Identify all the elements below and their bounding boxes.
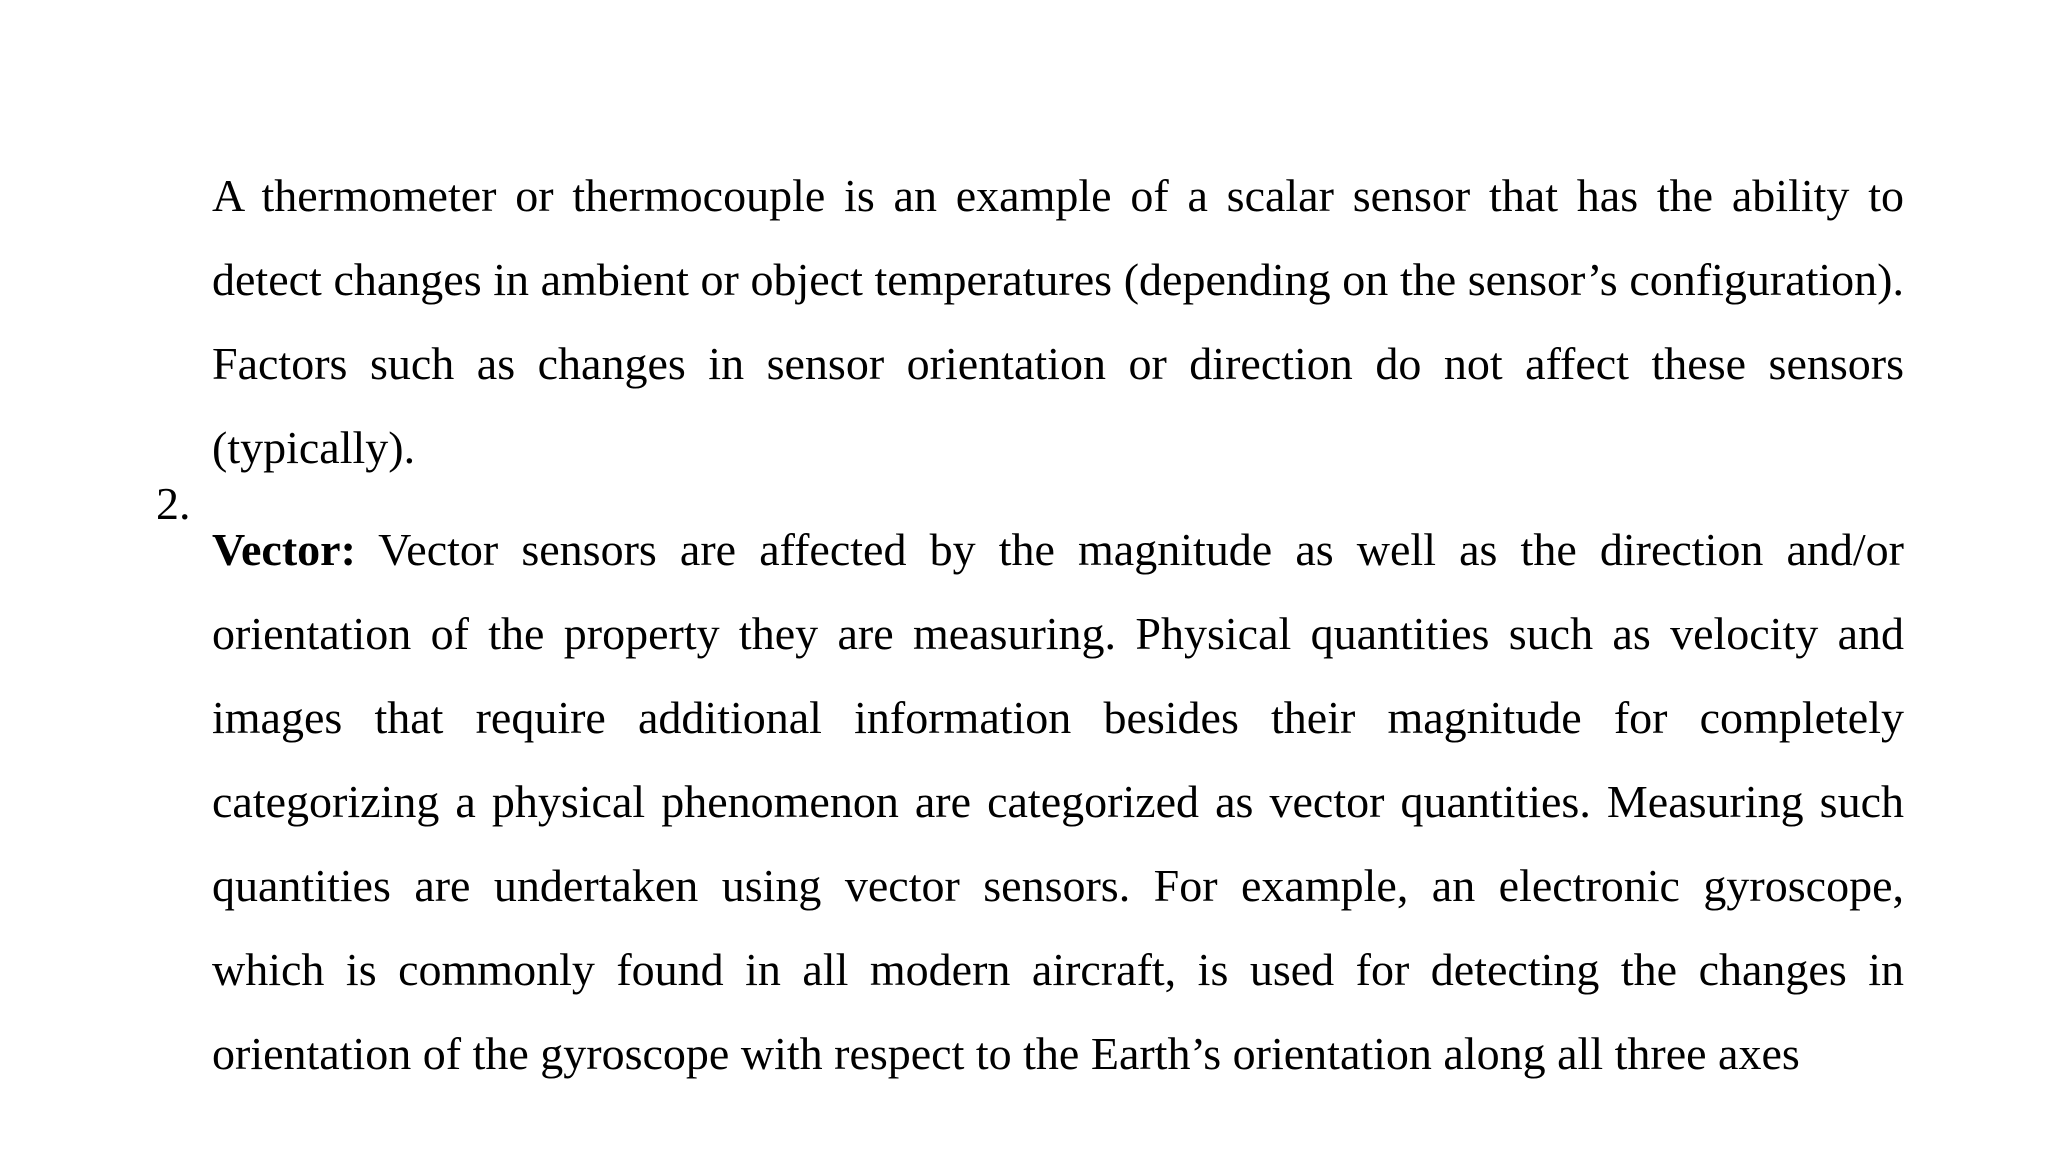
vector-sensor-list-item [212, 508, 1904, 1096]
list-item-number: 2. [156, 478, 191, 529]
scalar-sensor-paragraph: A thermometer or thermocouple is an example of a scalar sensor that has the ability to detect changes in ambient or object temperatures (depending on the sensor’s configuration). Factors such as changes in sensor orientation or direction do not affect these sensors (typically). [212, 170, 1904, 473]
vector-description: Vector sensors are affected by the magnitude as well as the direction and/or orientation of the property they are measuring. Physical quantities such as velocity and images that require additional information besides their magnitude for completely categorizing a physical phenomenon are categorized as vector quantities. Measuring such quantities are undertaken using vector sensors. For example, an electronic gyroscope, which is commonly found in all modern aircraft, is used for detecting the changes in orientation of the gyroscope with respect to the Earth’s orientation along all three axes [212, 524, 1904, 1079]
vector-term: Vector: [212, 524, 356, 575]
